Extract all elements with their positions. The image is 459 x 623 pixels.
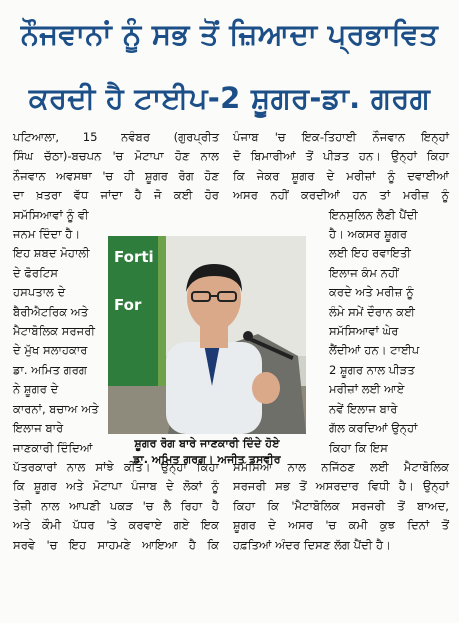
article-line: ਲਈ ਇਹ ਰਵਾਇਤੀ <box>329 246 411 261</box>
article-line: ਨੇ ਸ਼ੂਗਰ ਦੇ <box>13 382 59 397</box>
article-line: ਇਲਾਜ ਕੰਮ ਨਹੀਂ <box>329 265 399 280</box>
article-line: ਇਲਾਜ ਬਾਰੇ <box>13 421 64 436</box>
article-line: ਕਿਹਾ ਕਿ ਇਸ <box>329 440 388 455</box>
article-line: ਅਤੇ ਕੌਮੀ ਪੱਧਰ 'ਤੇ ਕਰਵਾਏ ਗਏ ਇਕ <box>13 518 219 533</box>
article-line: ਸਮੱਸਿਆਵਾਂ ਨੂੰ ਵੀ <box>13 207 89 222</box>
article-line: ਕਿ ਜੇਕਰ ਸ਼ੂਗਰ ਦੇ ਮਰੀਜ਼ਾਂ ਨੂੰ ਦਵਾਈਆਂ <box>233 168 449 183</box>
article-line: ਇਨਸੁਲਿਨ ਲੈਣੀ ਪੈਂਦੀ <box>329 207 418 222</box>
article-line: 2 ਸ਼ੂਗਰ ਨਾਲ ਪੀੜਤ <box>329 362 415 377</box>
headline-line-2: ਕਰਦੀ ਹੈ ਟਾਈਪ-2 ਸ਼ੂਗਰ-ਡਾ. ਗਰਗ <box>28 81 431 115</box>
article-line: ਬੈਰੀਐਟਰਿਕ ਅਤੇ <box>13 304 89 319</box>
article-line: ਲੈਂਦੀਆਂ ਹਨ। ਟਾਈਪ <box>329 343 420 358</box>
banner-text-2: For <box>114 296 142 314</box>
article-line: ਮਰੀਜ਼ਾਂ ਲਈ ਆਏ <box>329 382 405 397</box>
article-bottom-right <box>233 458 449 555</box>
article-line: ਹਸਪਤਾਲ ਦੇ <box>13 285 66 300</box>
article-line: ਸਮੱਸਿਆ ਨਾਲ ਨਜਿੱਠਣ ਲਈ ਮੈਟਾਬੋਲਿਕ <box>233 460 449 474</box>
article-line: ਜਾਣਕਾਰੀ ਦਿੰਦਿਆਂ <box>13 440 93 455</box>
article-line: ਕਿਹਾ ਕਿ 'ਮੈਟਾਬੋਲਿਕ ਸਰਜਰੀ ਤੋਂ ਬਾਅਦ, <box>233 498 449 513</box>
article-line: ਦੇ ਮੁੱਖ ਸਲਾਹਕਾਰ <box>13 343 88 358</box>
article-line: ਸਮੱਸਿਆਵਾਂ ਘੇਰ <box>329 324 399 339</box>
article-line: ਸਰਜਰੀ ਸਭ ਤੋਂ ਅਸਰਦਾਰ ਵਿਧੀ ਹੈ। ਉਨ੍ਹਾਂ <box>233 479 449 494</box>
article-line: ਸ਼ੂਗਰ ਦੇ ਅਸਰ 'ਚ ਕਮੀ ਕੁਝ ਦਿਨਾਂ ਤੋਂ <box>233 518 449 533</box>
photo-dr-amit-garg <box>108 236 306 434</box>
article-line: ਮੈਟਾਬੋਲਿਕ ਸਰਜਰੀ <box>13 324 95 339</box>
article-line: ਕਾਰਨਾਂ, ਬਚਾਅ ਅਤੇ <box>13 401 99 416</box>
article-line: ਸਿੰਘ ਚੱਠਾ)-ਬਚਪਨ 'ਚ ਮੋਟਾਪਾ ਹੋਣ ਨਾਲ <box>13 149 219 164</box>
article-line: ਸਰਵੇ 'ਚ ਇਹ ਸਾਹਮਣੇ ਆਇਆ ਹੈ ਕਿ <box>13 537 219 552</box>
article-line: ਇਹ ਸ਼ਬਦ ਮੋਹਾਲੀ <box>13 246 90 261</box>
article-line: ਕਿ ਸ਼ੂਗਰ ਅਤੇ ਮੋਟਾਪਾ ਪੰਜਾਬ ਦੇ ਲੋਕਾਂ ਨੂੰ <box>13 479 219 494</box>
article-line: ਅਸਰ ਨਹੀਂ ਕਰਦੀਆਂ ਹਨ ਤਾਂ ਮਰੀਜ਼ ਨੂੰ <box>233 188 449 203</box>
article-line: ਗੱਲ ਕਰਦਿਆਂ ਉਨ੍ਹਾਂ <box>329 421 418 436</box>
headline-line-1: ਨੌਜਵਾਨਾਂ ਨੂੰ ਸਭ ਤੋਂ ਜ਼ਿਆਦਾ ਪ੍ਰਭਾਵਿਤ <box>20 17 439 51</box>
article-line: ਦਾ ਖ਼ਤਰਾ ਵੱਧ ਜਾਂਦਾ ਹੈ ਜੋ ਕਈ ਹੋਰ <box>13 188 219 203</box>
article-line: ਕਰਦੇ ਅਤੇ ਮਰੀਜ਼ ਨੂੰ <box>329 285 414 300</box>
caption-line-1: ਸ਼ੂਗਰ ਰੋਗ ਬਾਰੇ ਜਾਣਕਾਰੀ ਦਿੰਦੇ ਹੋਏ <box>134 437 280 450</box>
article-line: ਦੋ ਬਿਮਾਰੀਆਂ ਤੋਂ ਪੀੜਤ ਹਨ। ਉਨ੍ਹਾਂ ਕਿਹਾ <box>233 149 449 164</box>
article-line: ਤੇਜ਼ੀ ਨਾਲ ਆਪਣੀ ਪਕੜ 'ਚ ਲੈ ਰਿਹਾ ਹੈ <box>13 498 219 513</box>
article-line: ਪਟਿਆਲਾ, 15 ਨਵੰਬਰ (ਗੁਰਪ੍ਰੀਤ <box>13 130 219 144</box>
article-line: ਡਾ. ਅਮਿਤ ਗਰਗ <box>13 362 87 377</box>
photo-illustration <box>108 236 306 434</box>
banner-text-1: Forti <box>114 248 154 266</box>
article-line: ਹੈ। ਅਕਸਰ ਸ਼ੂਗਰ <box>329 227 408 242</box>
article-line: ਪੰਜਾਬ 'ਚ ਇਕ-ਤਿਹਾਈ ਨੌਜਵਾਨ ਇਨ੍ਹਾਂ <box>233 130 449 144</box>
caption-line-2: ਡਾ. ਅਮਿਤ ਗਰਗ। ਅਜੀਤ ਤਸਵੀਰ <box>133 453 281 466</box>
article-line: ਜਨਮ ਦਿੰਦਾ ਹੈ। <box>13 227 81 242</box>
article-line: ਨਵੇਂ ਇਲਾਜ ਬਾਰੇ <box>329 401 398 416</box>
article-line: ਦੇ ਫੋਰਟਿਸ <box>13 265 59 280</box>
article-line: ਨੌਜਵਾਨ ਅਵਸਥਾ 'ਚ ਹੀ ਸ਼ੂਗਰ ਰੋਗ ਹੋਣ <box>13 168 219 183</box>
article-line: ਲੰਮੇ ਸਮੇਂ ਦੌਰਾਨ ਕਈ <box>329 304 415 319</box>
article-line: ਹਫ਼ਤਿਆਂ ਅੰਦਰ ਦਿਸਣ ਲੱਗ ਪੈਂਦੀ ਹੈ। <box>233 537 391 552</box>
article-line: ਪੱਤਰਕਾਰਾਂ ਨਾਲ ਸਾਂਝੇ ਕੀਤੇ। ਉਨ੍ਹਾਂ ਕਿਹਾ <box>13 460 219 474</box>
article-bottom-left <box>13 458 219 555</box>
